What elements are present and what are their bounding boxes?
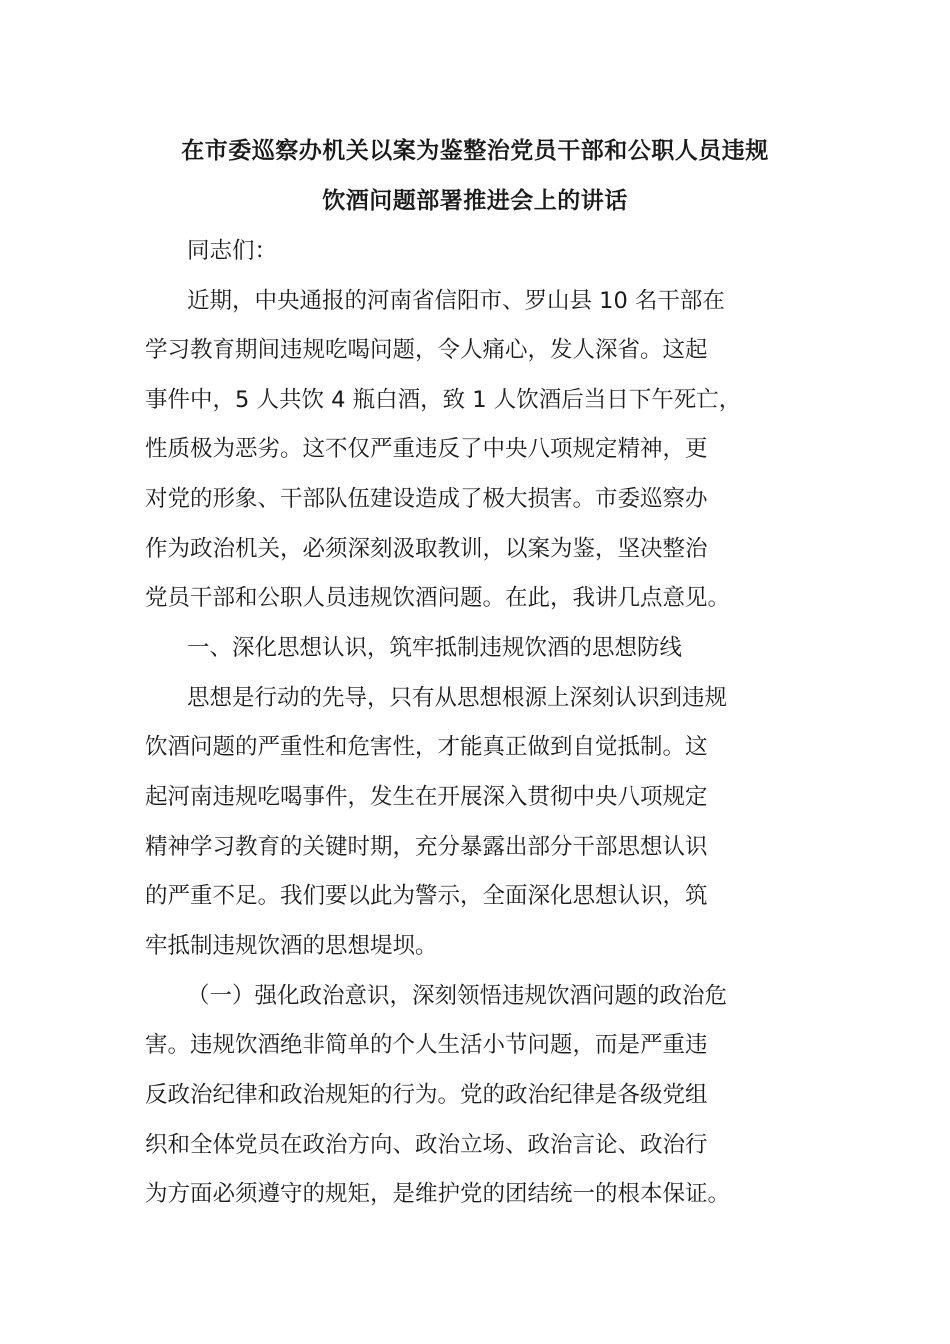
- document-title-line-1: 在市委巡察办机关以案为鉴整治党员干部和公职人员违规: [181, 138, 769, 164]
- paragraph-line: 精神学习教育的关键时期，充分暴露出部分干部思想认识: [145, 834, 708, 860]
- paragraph-line: 的严重不足。我们要以此为警示，全面深化思想认识，筑: [145, 883, 708, 909]
- document-title-line-2: 饮酒问题部署推进会上的讲话: [322, 188, 628, 214]
- paragraph-line: 学习教育期间违规吃喝问题，令人痛心，发人深省。这起: [145, 337, 708, 363]
- paragraph-line: 思想是行动的先导，只有从思想根源上深刻认识到违规: [187, 685, 728, 711]
- paragraph-line: 对党的形象、干部队伍建设造成了极大损害。市委巡察办: [145, 486, 708, 512]
- paragraph-line: 起河南违规吃喝事件，发生在开展深入贯彻中央八项规定: [145, 784, 708, 810]
- paragraph-line: 党员干部和公职人员违规饮酒问题。在此，我讲几点意见。: [145, 585, 731, 611]
- salutation: 同志们：: [187, 238, 278, 264]
- paragraph-line: 性质极为恶劣。这不仅严重违反了中央八项规定精神，更: [145, 436, 708, 462]
- paragraph-line: 事件中，5 人共饮 4 瓶白酒，致 1 人饮酒后当日下午死亡，: [145, 387, 742, 413]
- subsection-heading: （一）强化政治意识，深刻领悟违规饮酒问题的政治危: [187, 983, 728, 1009]
- paragraph-line: 近期，中央通报的河南省信阳市、罗山县 10 名干部在: [187, 288, 725, 314]
- paragraph-line: 饮酒问题的严重性和危害性，才能真正做到自觉抵制。这: [145, 734, 708, 760]
- section-heading: 一、深化思想认识，筑牢抵制违规饮酒的思想防线: [187, 635, 683, 661]
- paragraph-line: 牢抵制违规饮酒的思想堤坝。: [145, 933, 438, 959]
- paragraph-line: 作为政治机关，必须深刻汲取教训，以案为鉴，坚决整治: [145, 536, 708, 562]
- paragraph-line: 反政治纪律和政治规矩的行为。党的政治纪律是各级党组: [145, 1082, 708, 1108]
- paragraph-line: 害。违规饮酒绝非简单的个人生活小节问题，而是严重违: [145, 1032, 708, 1058]
- paragraph-line: 织和全体党员在政治方向、政治立场、政治言论、政治行: [145, 1132, 708, 1158]
- paragraph-line: 为方面必须遵守的规矩，是维护党的团结统一的根本保证。: [145, 1181, 731, 1207]
